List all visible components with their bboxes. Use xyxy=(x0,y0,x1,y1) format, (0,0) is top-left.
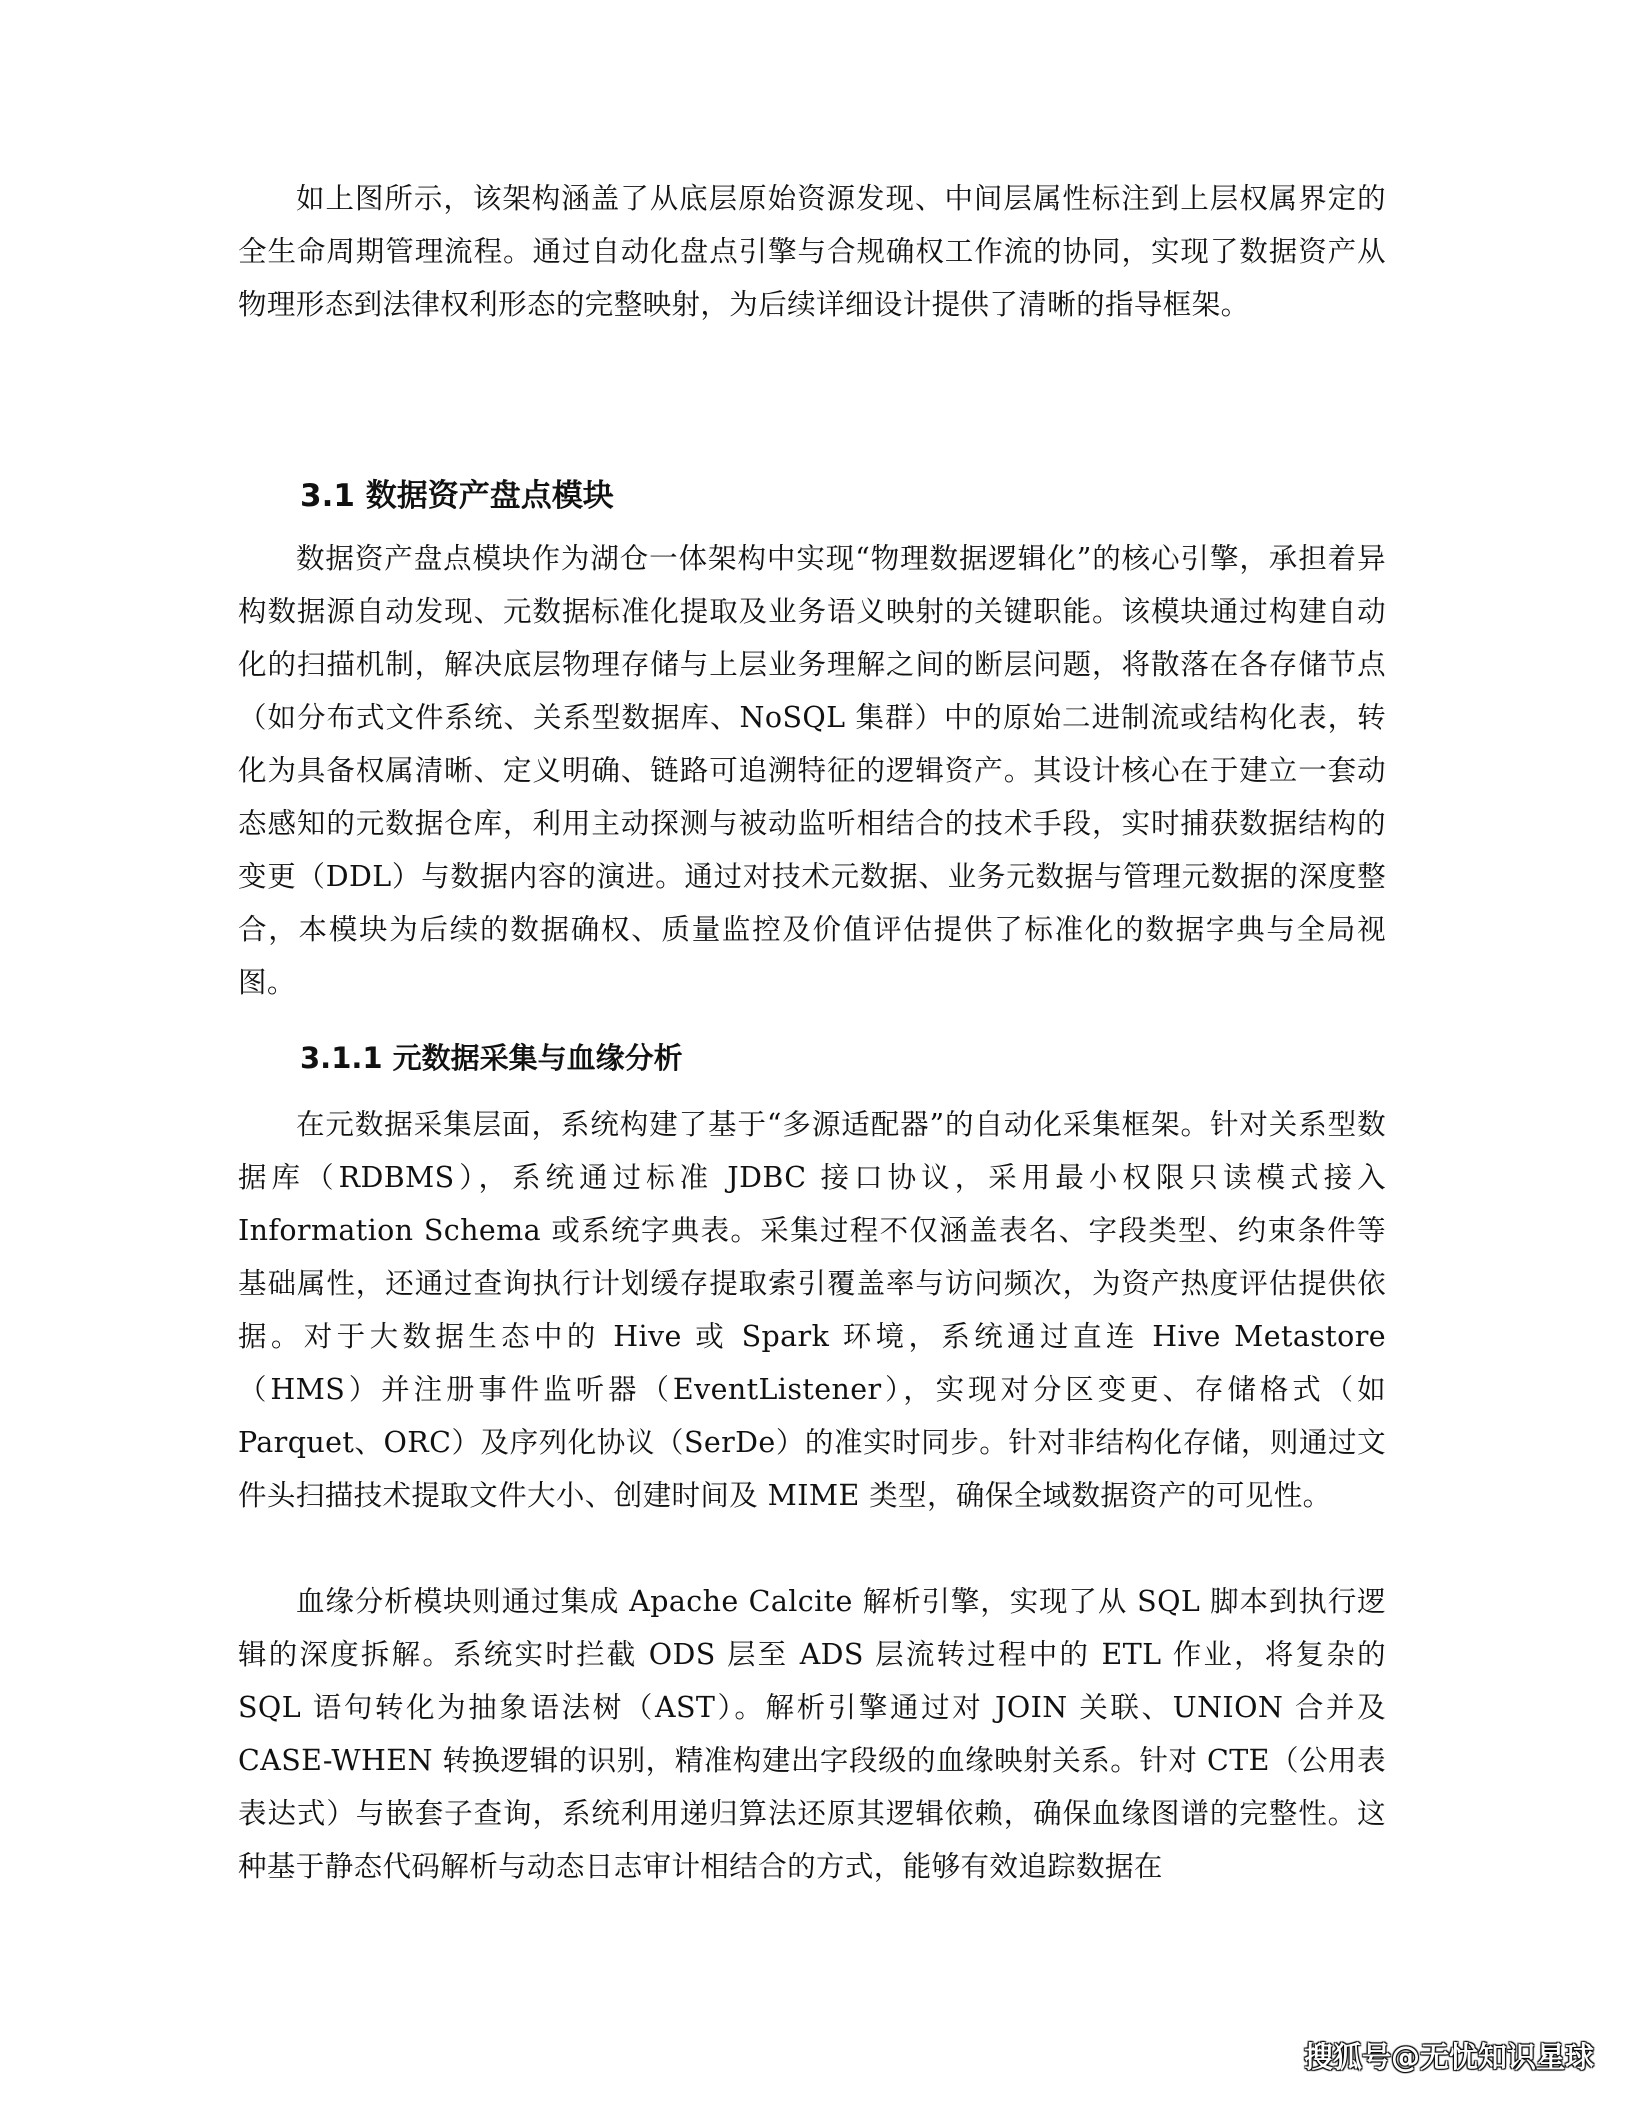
section-heading-3-1-1: 3.1.1 元数据采集与血缘分析 xyxy=(300,1041,683,1075)
section-3-1-1-paragraph-1: 在元数据采集层面，系统构建了基于“多源适配器”的自动化采集框架。针对关系型数据库（RDBMS），系统通过标准 JDBC 接口协议，采用最小权限只读模式接入 Information Schema 或系统字典表。采集过程不仅涵盖表名、字段类型、约束条件等基础属性，还通过查询执行计划缓存提取索引覆盖率与访问频次，为资产热度评估提供依据。对于大数据生态中的 Hive 或 Spark 环境，系统通过直连 Hive Metastore（HMS）并注册事件监听器（EventListener），实现对分区变更、存储格式（如 Parquet、ORC）及序列化协议（SerDe）的准实时同步。针对非结构化存储，则通过文件头扫描技术提取文件大小、创建时间及 MIME 类型，确保全域数据资产的可见性。 xyxy=(238,1108,1386,1512)
watermark: 搜狐号@无忧知识星球 xyxy=(1303,2040,1594,2074)
section-heading-3-1: 3.1 数据资产盘点模块 xyxy=(300,478,614,514)
intro-paragraph: 如上图所示，该架构涵盖了从底层原始资源发现、中间层属性标注到上层权属界定的全生命周期管理流程。通过自动化盘点引擎与合规确权工作流的协同，实现了数据资产从物理形态到法律权利形态的完整映射，为后续详细设计提供了清晰的指导框架。 xyxy=(238,182,1386,321)
section-3-1-1-paragraph-2: 血缘分析模块则通过集成 Apache Calcite 解析引擎，实现了从 SQL 脚本到执行逻辑的深度拆解。系统实时拦截 ODS 层至 ADS 层流转过程中的 ETL 作业，将复杂的 SQL 语句转化为抽象语法树（AST）。解析引擎通过对 JOIN 关联、UNION 合并及 CASE-WHEN 转换逻辑的识别，精准构建出字段级的血缘映射关系。针对 CTE（公用表表达式）与嵌套子查询，系统利用递归算法还原其逻辑依赖，确保血缘图谱的完整性。这种基于静态代码解析与动态日志审计相结合的方式，能够有效追踪数据在 xyxy=(238,1585,1386,1883)
section-3-1-paragraph: 数据资产盘点模块作为湖仓一体架构中实现“物理数据逻辑化”的核心引擎，承担着异构数据源自动发现、元数据标准化提取及业务语义映射的关键职能。该模块通过构建自动化的扫描机制，解决底层物理存储与上层业务理解之间的断层问题，将散落在各存储节点（如分布式文件系统、关系型数据库、NoSQL 集群）中的原始二进制流或结构化表，转化为具备权属清晰、定义明确、链路可追溯特征的逻辑资产。其设计核心在于建立一套动态感知的元数据仓库，利用主动探测与被动监听相结合的技术手段，实时捕获数据结构的变更（DDL）与数据内容的演进。通过对技术元数据、业务元数据与管理元数据的深度整合，本模块为后续的数据确权、质量监控及价值评估提供了标准化的数据字典与全局视图。 xyxy=(238,542,1386,999)
